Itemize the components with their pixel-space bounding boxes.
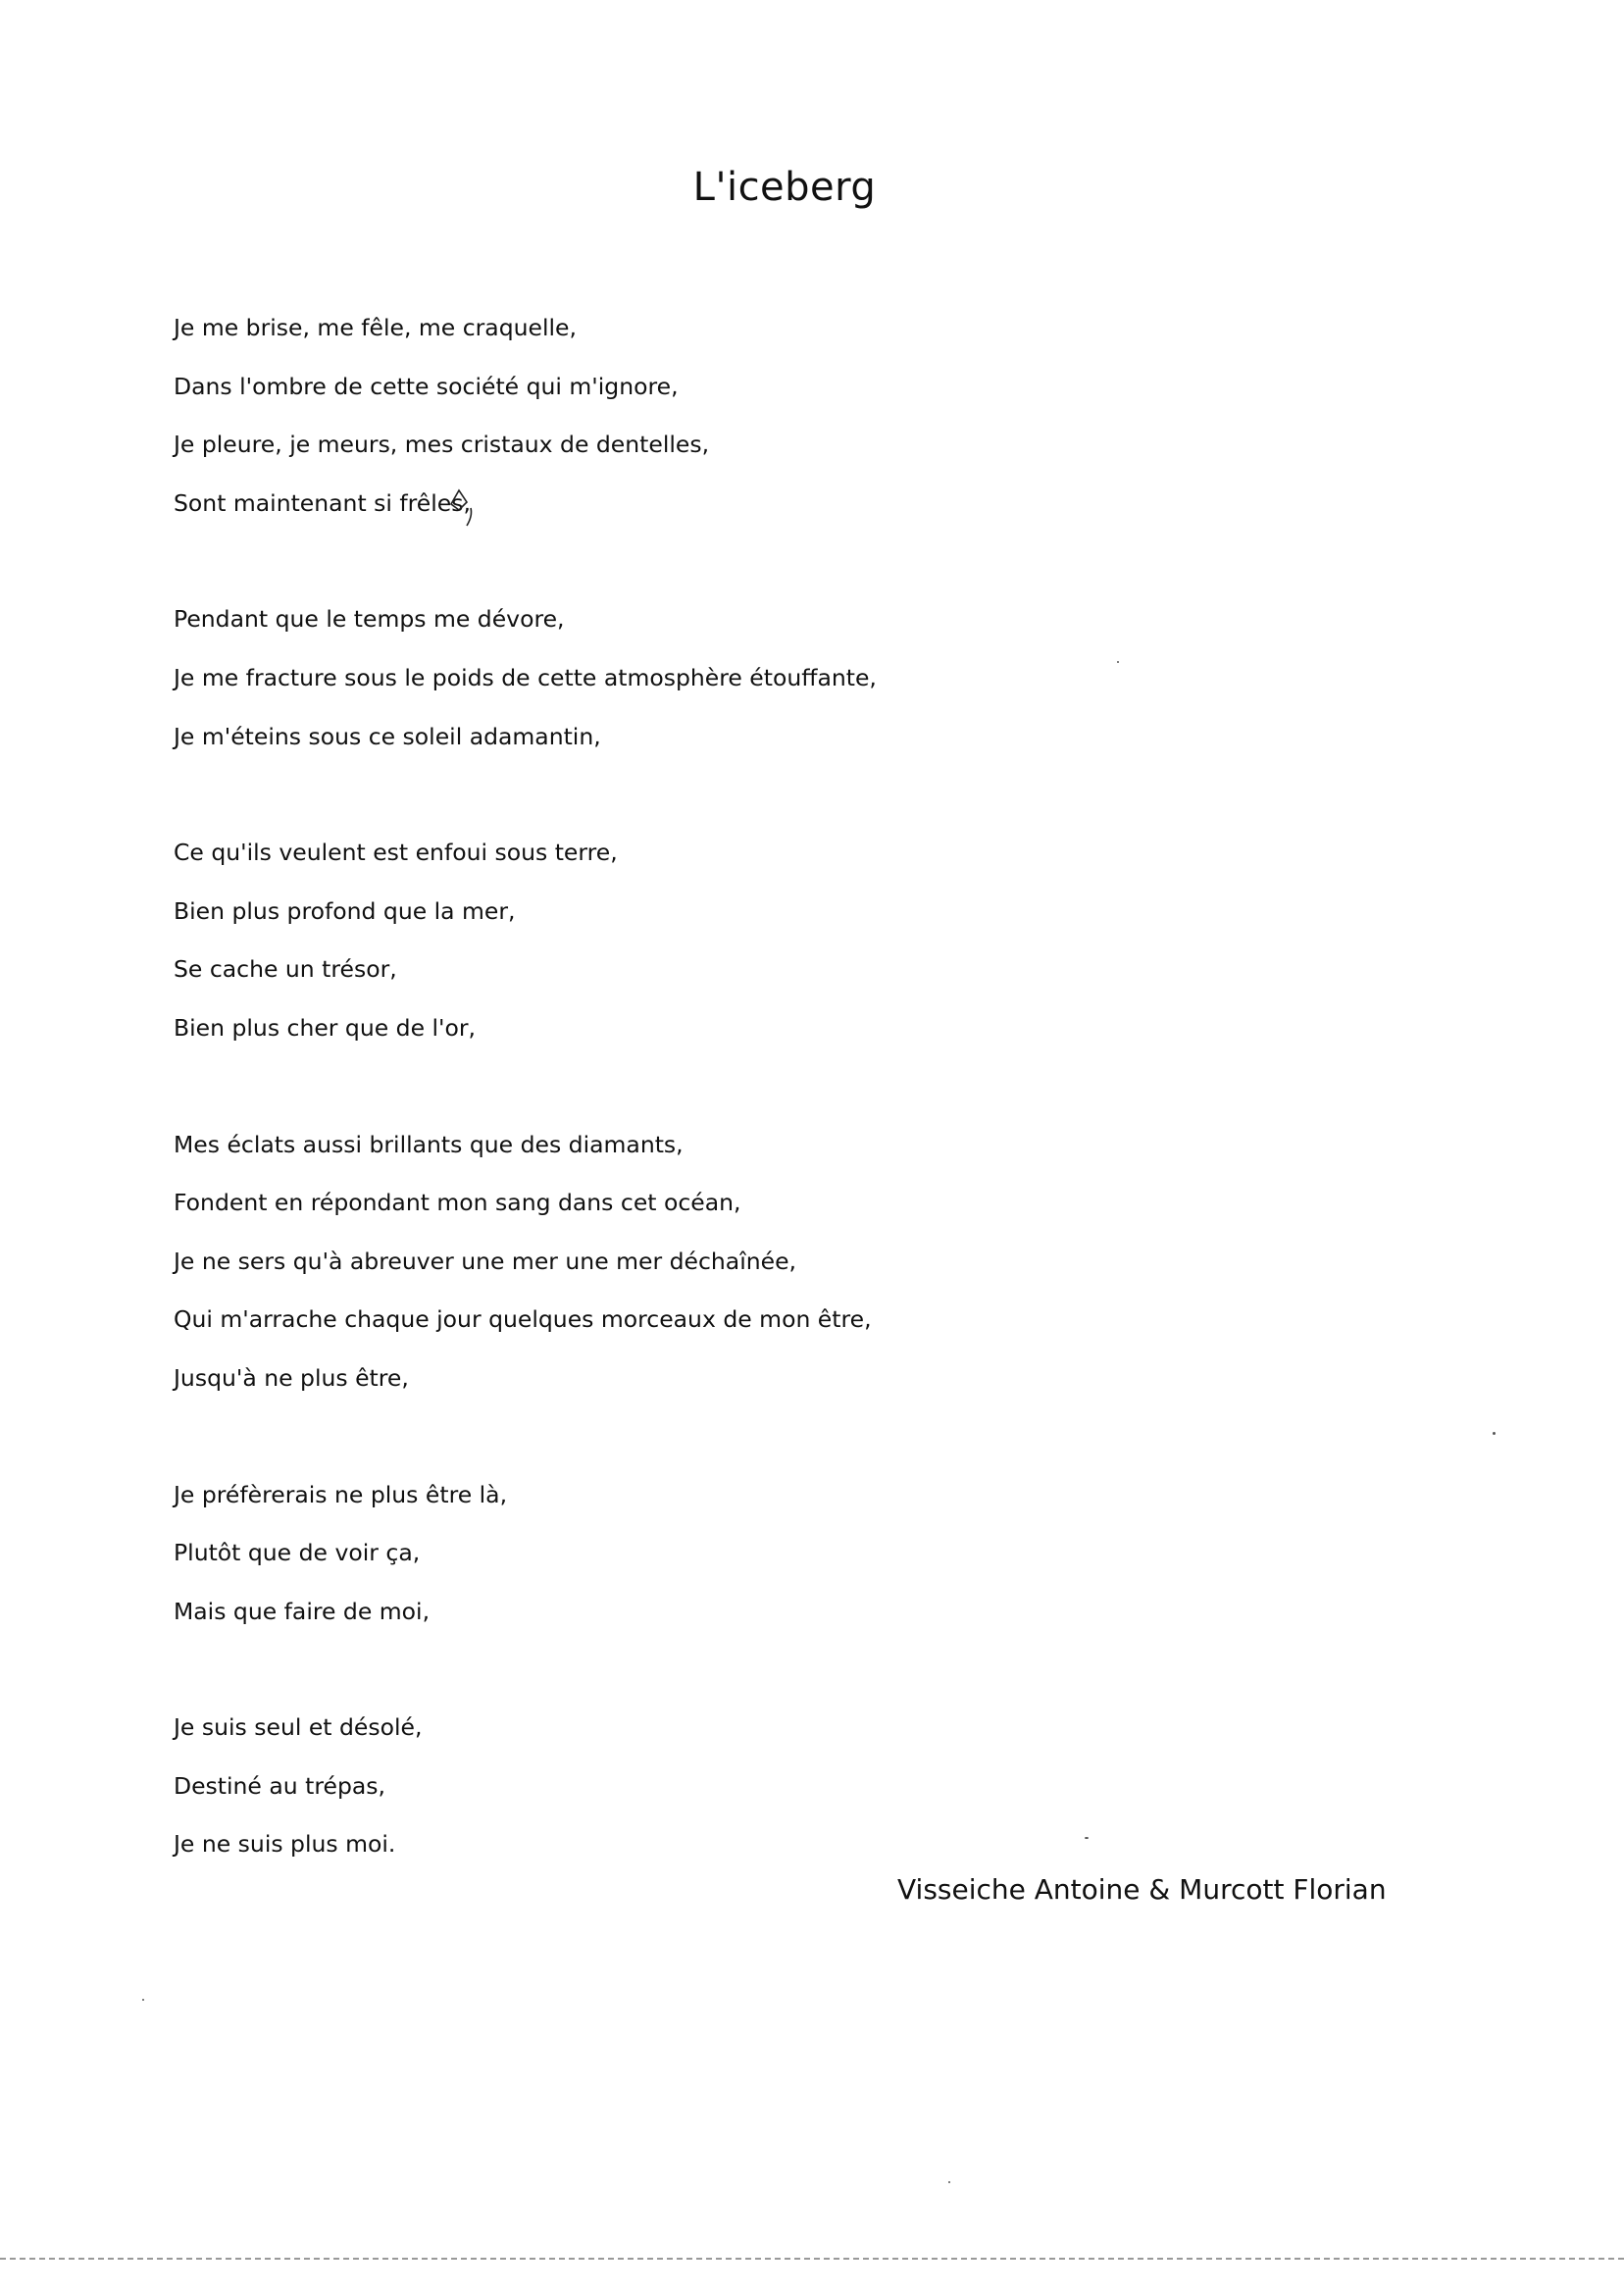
poem-line: Je ne sers qu'à abreuver une mer une mer déchaînée, [174, 1247, 797, 1275]
scan-edge-line [0, 2258, 1624, 2260]
scan-speck [1117, 661, 1119, 663]
scan-speck [142, 1999, 144, 2001]
poem-line: Mes éclats aussi brillants que des diamants, [174, 1130, 684, 1158]
poem-line: Bien plus profond que la mer, [174, 896, 516, 925]
poem-line: Destiné au trépas, [174, 1771, 385, 1800]
stanza-3 [174, 824, 1252, 1057]
poem-line: Je me fracture sous le poids de cette atmosphère étouffante, [174, 663, 877, 691]
poem-line: Bien plus cher que de l'or, [174, 1013, 477, 1042]
poem-line: Mais que faire de moi, [174, 1597, 431, 1625]
poem-line: Se cache un trésor, [174, 955, 397, 984]
stanza-1 [174, 299, 1252, 533]
stanza-6 [174, 1699, 1252, 1874]
poem-line: Je me brise, me fêle, me craquelle, [174, 314, 577, 341]
handwritten-correction-mark [447, 483, 477, 530]
poem-title: L'iceberg [692, 165, 877, 210]
poem-line: Fondent en répondant mon sang dans cet océan, [174, 1189, 741, 1217]
poem-line: Je ne suis plus moi. [174, 1830, 396, 1859]
poem-line: Pendant que le temps me dévore, [174, 605, 565, 634]
stanza-5 [174, 1466, 1252, 1642]
poem-line: Je pleure, je meurs, mes cristaux de dentelles, [174, 431, 710, 459]
poem-line: Qui m'arrache chaque jour quelques morceaux de mon être, [174, 1305, 872, 1334]
stanza-4 [174, 1116, 1252, 1408]
poem-line: Dans l'ombre de cette société qui m'ignore, [174, 372, 679, 400]
stanza-2 [174, 590, 1252, 766]
poem-line: Ce qu'ils veulent est enfoui sous terre, [174, 839, 618, 867]
poem-line: Je m'éteins sous ce soleil adamantin, [174, 722, 601, 750]
poem-line: Plutôt que de voir ça, [174, 1539, 421, 1567]
scan-speck [1085, 1837, 1089, 1839]
poem-body [174, 299, 1252, 1932]
poem-line: Je préfèrerais ne plus être là, [174, 1480, 508, 1508]
poem-line: Je suis seul et désolé, [174, 1713, 423, 1742]
poem-signature: Visseiche Antoine & Murcott Florian [897, 1873, 1387, 1906]
scan-speck [948, 2181, 950, 2183]
poem-line: Sont maintenant si frêles, [174, 488, 471, 517]
poem-line: Jusqu'à ne plus être, [174, 1363, 409, 1392]
scan-speck [1493, 1432, 1496, 1435]
